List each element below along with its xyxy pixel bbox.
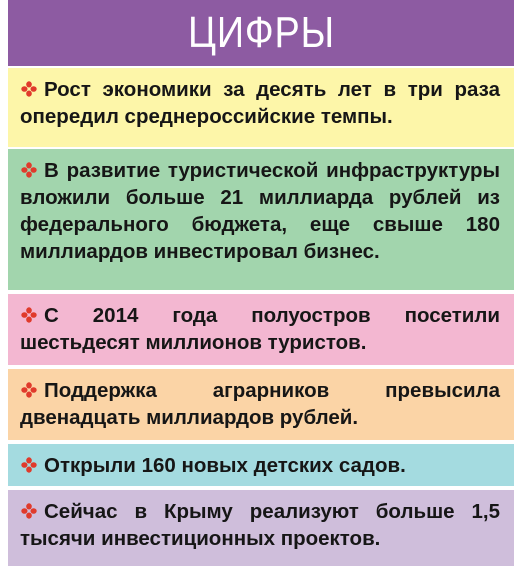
fact-item-investment-projects <box>8 490 514 566</box>
fact-item-tourism-investment <box>8 149 514 290</box>
fact-text: Рост экономики за десять лет в три раза опередил среднероссийские темпы. <box>20 78 500 128</box>
fact-text: Сейчас в Крыму реализуют больше 1,5 тысячи инвестиционных проектов. <box>20 500 500 550</box>
four-petal-diamond-icon <box>20 456 38 474</box>
fact-item-tourists <box>8 294 514 365</box>
four-petal-diamond-icon <box>20 80 38 98</box>
fact-text: С 2014 года полуостров посетили шестьдесят миллионов туристов. <box>20 304 500 354</box>
page-title: ЦИФРЫ <box>187 8 335 57</box>
four-petal-diamond-icon <box>20 161 38 179</box>
four-petal-diamond-icon <box>20 306 38 324</box>
fact-text: Поддержка аграрников превысила двенадцать миллиардов рублей. <box>20 379 500 429</box>
infographic <box>8 0 514 569</box>
fact-text: Открыли 160 новых детских садов. <box>44 454 406 477</box>
fact-item-economy <box>8 68 514 147</box>
title-banner <box>8 0 514 66</box>
four-petal-diamond-icon <box>20 502 38 520</box>
four-petal-diamond-icon <box>20 381 38 399</box>
fact-text: В развитие туристической инфраструктуры вложили больше 21 миллиарда рублей из федерального бюджета, еще свыше 180 миллиардов инвестировал бизнес. <box>20 159 500 263</box>
fact-item-agriculture <box>8 369 514 440</box>
fact-item-kindergartens <box>8 444 514 486</box>
